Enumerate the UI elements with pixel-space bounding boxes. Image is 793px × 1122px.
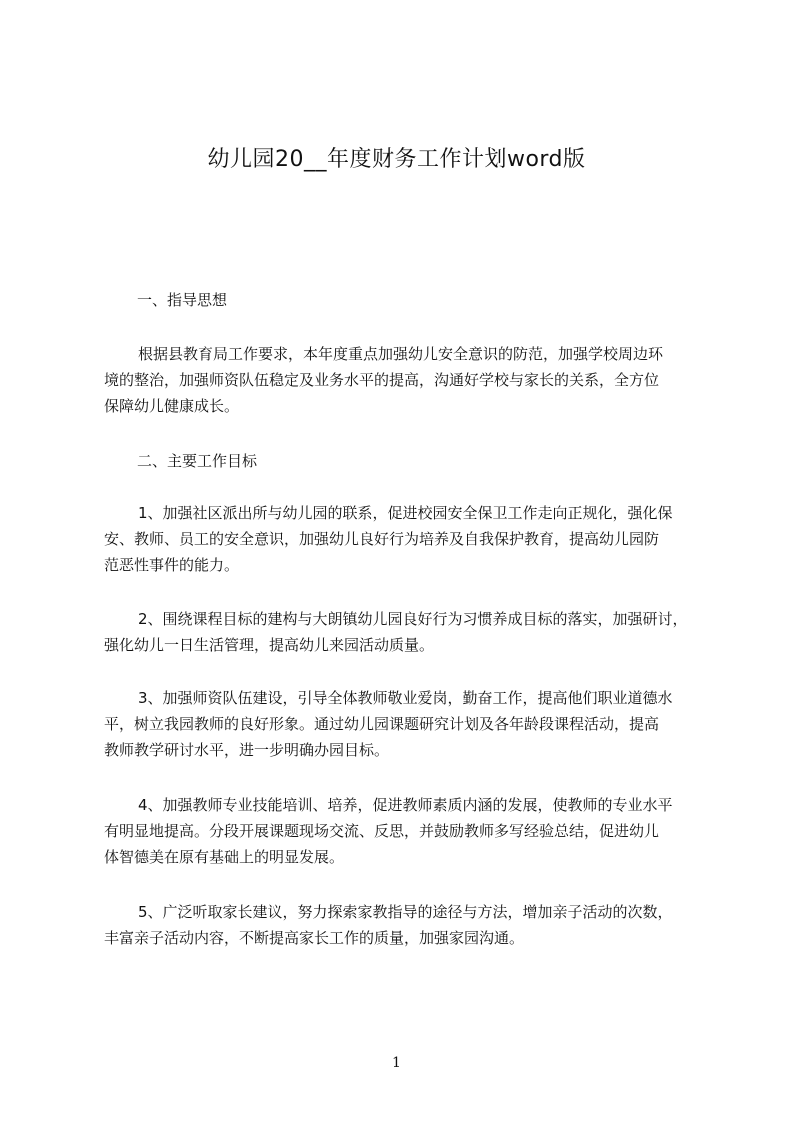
goal-item-4 bbox=[104, 792, 714, 870]
goal-item-2 bbox=[104, 606, 714, 658]
goal-item-3 bbox=[104, 685, 714, 763]
document-title: 幼儿园20__年度财务工作计划word版 bbox=[207, 147, 586, 172]
goal-item-5 bbox=[104, 899, 714, 951]
paragraph-line: 保障幼儿健康成长。 bbox=[104, 397, 240, 415]
paragraph-line: 教师教学研讨水平，进一步明确办园目标。 bbox=[104, 741, 390, 759]
paragraph-line: 体智德美在原有基础上的明显发展。 bbox=[104, 848, 345, 866]
paragraph-line: 安、教师、员工的安全意识，加强幼儿良好行为培养及自我保护教育，提高幼儿园防 bbox=[104, 530, 660, 548]
paragraph-line: 境的整治，加强师资队伍稳定及业务水平的提高，沟通好学校与家长的关系，全方位 bbox=[104, 371, 660, 389]
paragraph-guiding-ideology bbox=[104, 341, 714, 419]
paragraph-line: 范恶性事件的能力。 bbox=[104, 556, 240, 574]
section-heading-main-goals: 二、主要工作目标 bbox=[137, 452, 258, 470]
paragraph-line: 有明显地提高。分段开展课题现场交流、反思，并鼓励教师多写经验总结，促进幼儿 bbox=[104, 822, 660, 840]
paragraph-line: 4、加强教师专业技能培训、培养，促进教师素质内涵的发展，使教师的专业水平 bbox=[138, 796, 673, 814]
page-number: 1 bbox=[392, 1055, 401, 1071]
section-heading-guiding-ideology: 一、指导思想 bbox=[137, 291, 228, 309]
paragraph-line: 丰富亲子活动内容，不断提高家长工作的质量，加强家园沟通。 bbox=[104, 929, 525, 947]
paragraph-line: 根据县教育局工作要求，本年度重点加强幼儿安全意识的防范，加强学校周边环 bbox=[138, 345, 664, 363]
paragraph-line: 2、围绕课程目标的建构与大朗镇幼儿园良好行为习惯养成目标的落实，加强研讨， bbox=[138, 610, 688, 628]
paragraph-line: 1、加强社区派出所与幼儿园的联系，促进校园安全保卫工作走向正规化，强化保 bbox=[138, 504, 673, 522]
paragraph-line: 5、广泛听取家长建议，努力探索家教指导的途径与方法，增加亲子活动的次数， bbox=[138, 903, 673, 921]
goal-item-1 bbox=[104, 500, 714, 578]
paragraph-line: 强化幼儿一日生活管理，提高幼儿来园活动质量。 bbox=[104, 636, 435, 654]
paragraph-line: 平，树立我园教师的良好形象。通过幼儿园课题研究计划及各年龄段课程活动，提高 bbox=[104, 715, 660, 733]
paragraph-line: 3、加强师资队伍建设，引导全体教师敬业爱岗，勤奋工作，提高他们职业道德水 bbox=[138, 689, 673, 707]
